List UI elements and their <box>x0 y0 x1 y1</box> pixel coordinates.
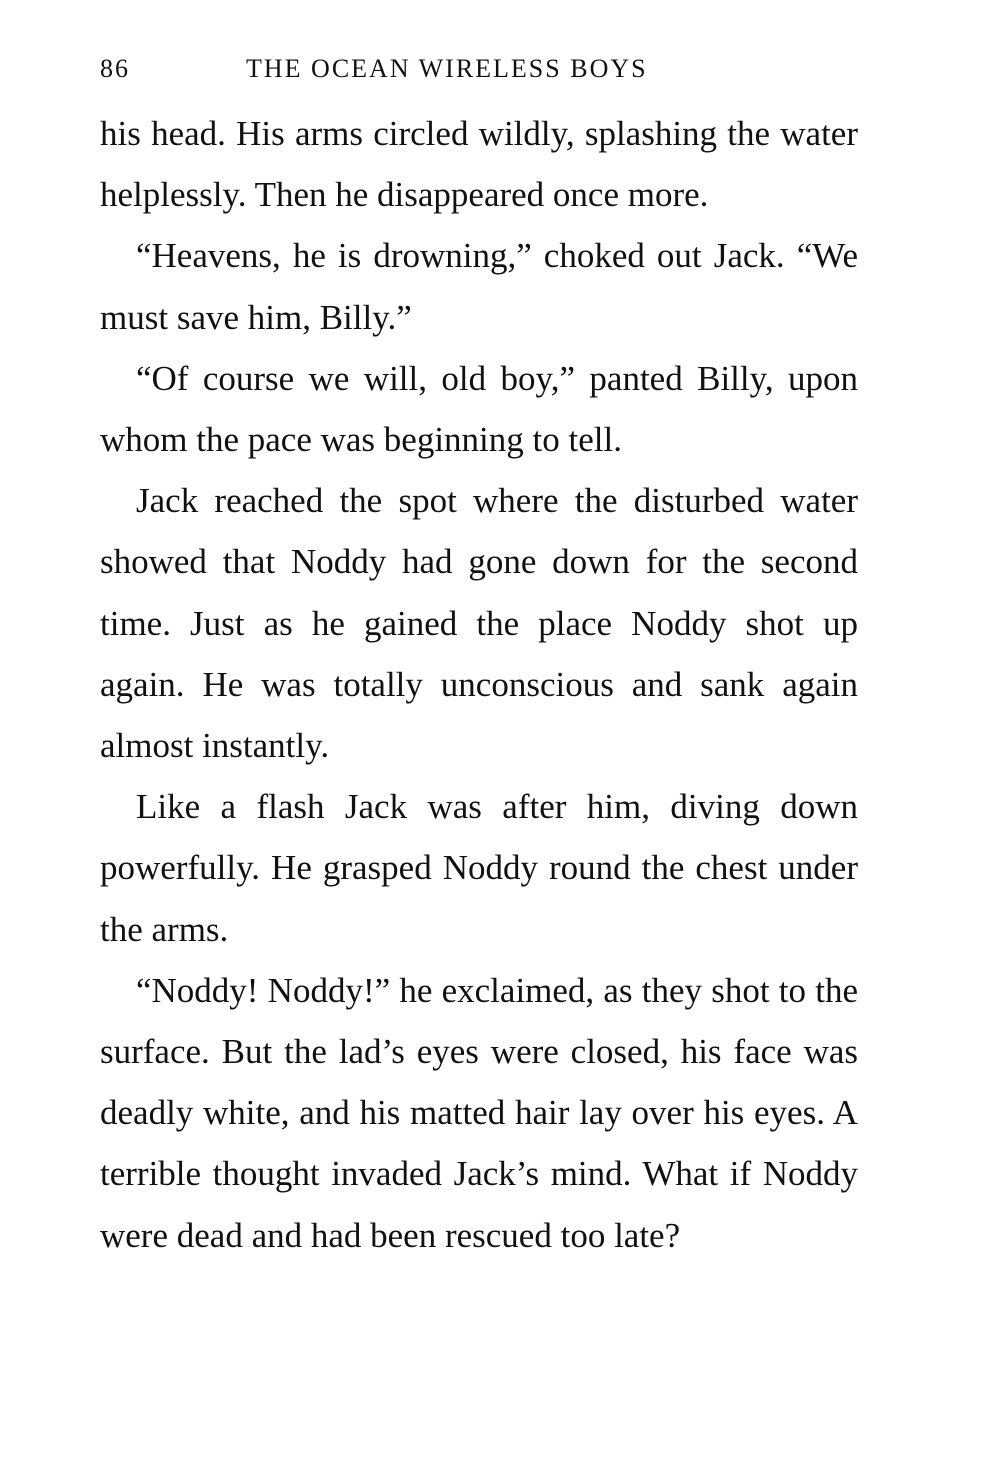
paragraph: “Of course we will, old boy,” panted Billy, upon whom the pace was beginning to tell. <box>100 358 858 460</box>
paragraph-continued: his head. His arms circled wildly, splashing the water helplessly. Then he disappeared once more. <box>100 114 858 215</box>
paragraph: “Heavens, he is drowning,” choked out Jack. “We must save him, Billy.” <box>100 236 858 337</box>
body-text <box>100 103 858 1266</box>
running-header <box>100 54 860 94</box>
paragraph: Jack reached the spot where the disturbed water showed that Noddy had gone down for the second time. Just as he gained the place Noddy shot up again. He was totally unconscious and sank again almost instantly. <box>100 481 858 766</box>
page-number: 86 <box>100 54 130 83</box>
running-title: THE OCEAN WIRELESS BOYS <box>246 54 648 83</box>
paragraph: Like a flash Jack was after him, diving down powerfully. He grasped Noddy round the chest under the arms. <box>100 787 858 949</box>
paragraph: “Noddy! Noddy!” he exclaimed, as they shot to the surface. But the lad’s eyes were closed, his face was deadly white, and his matted hair lay over his eyes. A terrible thought invaded Jack’s mind. What if Noddy were dead and had been rescued too late? <box>100 970 858 1255</box>
